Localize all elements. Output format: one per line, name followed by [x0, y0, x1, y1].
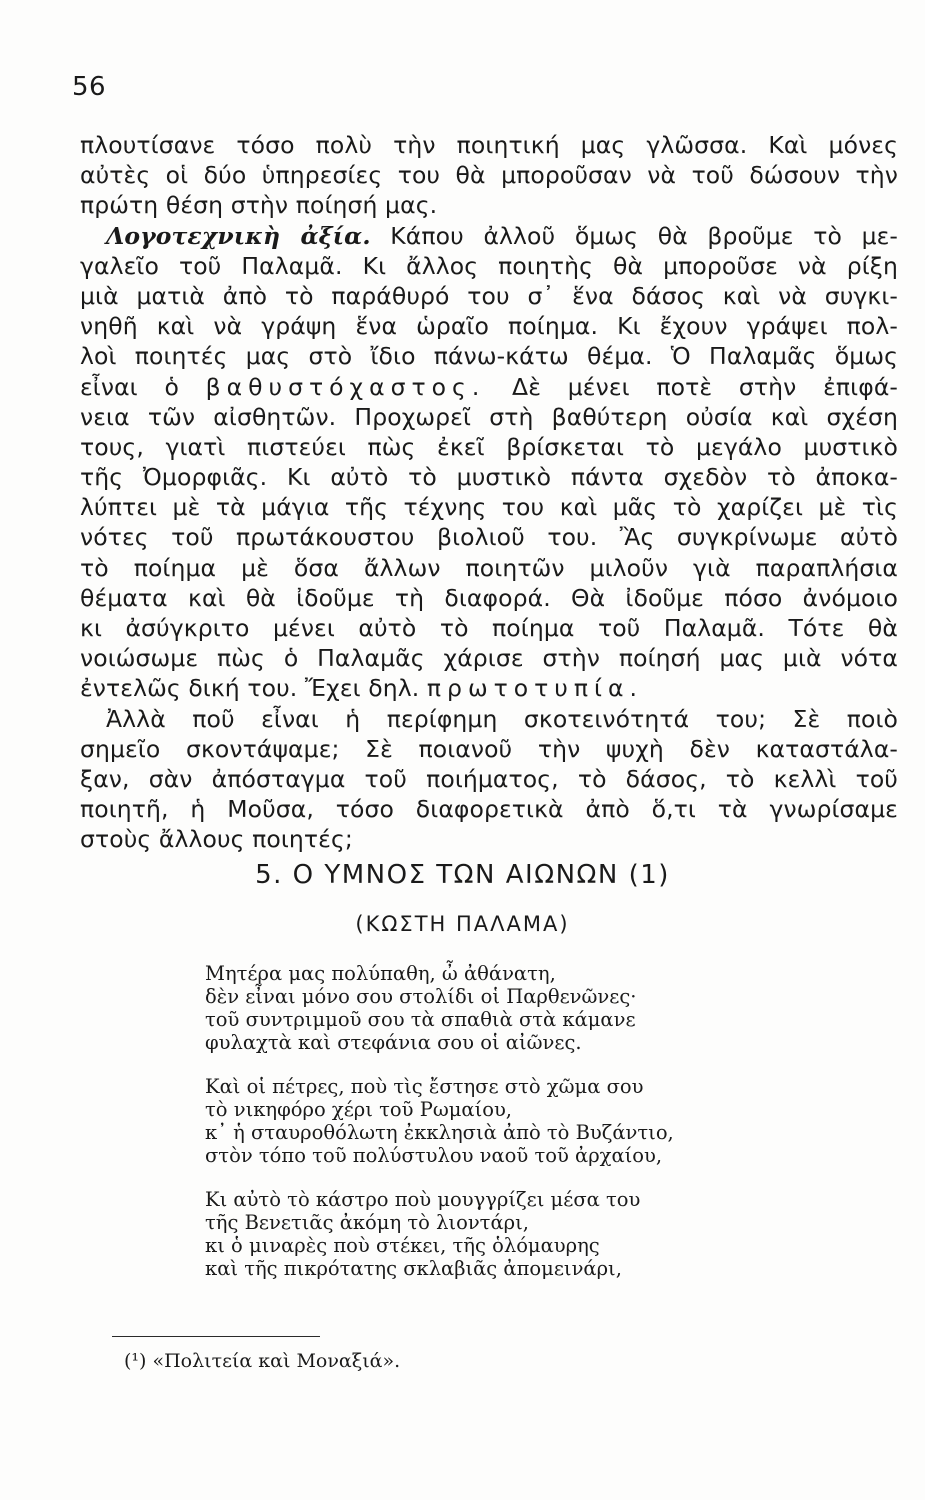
prose-line: γαλεῖο τοῦ Παλαμᾶ. Κι ἄλλος ποιητὴς θὰ μποροῦσε νὰ ρίξη — [80, 251, 898, 280]
poem-verse: κι ὁ μιναρὲς ποὺ στέκει, τῆς ὁλόμαυρης — [205, 1234, 600, 1257]
prose-line: νηθῆ καὶ νὰ γράψη ἕνα ὡραῖο ποίημα. Κι ἔχουν γράψει πολ- — [80, 312, 898, 341]
poem-verse: καὶ τῆς πικρότατης σκλαβιᾶς ἀπομεινάρι, — [205, 1257, 622, 1280]
prose-line: τῆς Ὀμορφιᾶς. Κι αὐτὸ τὸ μυστικὸ πάντα σχεδὸν τὸ ἀποκα- — [80, 463, 898, 492]
section-title: 5. Ο ΥΜΝΟΣ ΤΩΝ ΑΙΩΝΩΝ (1) — [255, 860, 670, 890]
prose-line: κι ἀσύγκριτο μένει αὐτὸ τὸ ποίημα τοῦ Παλαμᾶ. Τότε θὰ — [80, 614, 898, 642]
poem-verse: δὲν εἶναι μόνο σου στολίδι οἱ Παρθενῶνες· — [205, 985, 637, 1008]
prose-line: νότες τοῦ πρωτάκουστου βιολιοῦ του. Ἂς συγκρίνωμε αὐτὸ — [80, 523, 898, 552]
poem-verse: Μητέρα μας πολύπαθη, ὦ ἀθάνατη, — [205, 962, 556, 985]
prose-fragment: Δὲ μένει ποτὲ στὴν ἐπιφά- — [512, 372, 898, 401]
poem-stanza — [205, 962, 674, 1054]
prose-line: λύπτει μὲ τὰ μάγια τῆς τέχνης του καὶ μᾶς τὸ χαρίζει μὲ τὶς — [80, 493, 898, 522]
section-subtitle: (ΚΩΣΤΗ ΠΑΛΑΜΑ) — [355, 912, 570, 936]
prose-line: πλουτίσανε τόσο πολὺ τὴν ποιητική μας γλῶσσα. Καὶ μόνες — [80, 131, 898, 159]
prose-line: σημεῖο σκοντάψαμε; Σὲ ποιανοῦ τὴν ψυχὴ δὲν καταστάλα- — [80, 734, 898, 763]
prose-line: θέματα καὶ θὰ ἰδοῦμε τὴ διαφορά. Θὰ ἰδοῦμε πόσο ἀνόμοιο — [80, 583, 898, 612]
poem-stanza — [205, 1075, 674, 1167]
prose-body — [80, 130, 898, 855]
page-number: 56 — [72, 72, 107, 102]
prose-line: αὐτὲς οἱ δύο ὑπηρεσίες του θὰ μποροῦσαν νὰ τοῦ δώσουν τὴν — [80, 161, 898, 190]
poem-verse: στὸν τόπο τοῦ πολύστυλου ναοῦ τοῦ ἀρχαίου, — [205, 1144, 663, 1167]
section-label-literary-value: Λογοτεχνικὴ ἀξία. — [106, 221, 371, 250]
prose-line: νοιώσωμε πὼς ὁ Παλαμᾶς χάρισε στὴν ποίησή μας μιὰ νότα — [80, 644, 898, 673]
poem-verse: τὸ νικηφόρο χέρι τοῦ Ρωμαίου, — [205, 1098, 513, 1121]
prose-line: μιὰ ματιὰ ἀπὸ τὸ παράθυρό του σ᾽ ἕνα δάσος καὶ νὰ συγκι- — [80, 281, 898, 310]
prose-fragment: Κάπου ἀλλοῦ ὅμως θὰ βροῦμε τὸ με- — [390, 221, 899, 250]
prose-line: λοὶ ποιητές μας στὸ ἴδιο πάνω-κάτω θέμα. Ὁ Παλαμᾶς ὅμως — [80, 342, 898, 371]
prose-line — [80, 372, 898, 402]
prose-line: Ἀλλὰ ποῦ εἶναι ἡ περίφημη σκοτεινότητά του; Σὲ ποιὸ — [106, 704, 898, 733]
footnote: (¹) «Πολιτεία καὶ Μοναξιά». — [124, 1350, 401, 1372]
prose-line: στοὺς ἄλλους ποιητές; — [80, 825, 353, 854]
poem-verse: τοῦ συντριμμοῦ σου τὰ σπαθιὰ στὰ κάμανε — [205, 1008, 636, 1031]
prose-line: ξαν, σὰν ἀπόσταγμα τοῦ ποιήματος, τὸ δάσος, τὸ κελλὶ τοῦ — [80, 764, 898, 793]
poem — [205, 962, 674, 1301]
emphasis-spaced-word: βαθυστόχαστος. — [205, 372, 486, 401]
prose-fragment: ἐντελῶς δική του. Ἔχει δηλ. — [80, 674, 420, 703]
poem-verse: Κι αὐτὸ τὸ κάστρο ποὺ μουγγρίζει μέσα του — [205, 1188, 641, 1211]
poem-verse: φυλαχτὰ καὶ στεφάνια σου οἱ αἰῶνες. — [205, 1031, 582, 1054]
prose-line: τὸ ποίημα μὲ ὅσα ἄλλων ποιητῶν μιλοῦν γιὰ παραπλήσια — [80, 553, 898, 582]
footnote-divider — [112, 1336, 320, 1337]
prose-line: πρώτη θέση στὴν ποίησή μας. — [80, 191, 438, 220]
prose-line: νεια τῶν αἰσθητῶν. Προχωρεῖ στὴ βαθύτερη οὐσία καὶ σχέση — [80, 402, 898, 431]
prose-line: τους, γιατὶ πιστεύει πὼς ἐκεῖ βρίσκεται τὸ μεγάλο μυστικὸ — [80, 432, 898, 461]
prose-fragment: εἶναι ὁ — [80, 372, 179, 401]
prose-line: ποιητῆ, ἡ Μοῦσα, τόσο διαφορετικὰ ἀπὸ ὅ,τι τὰ γνωρίσαμε — [80, 795, 898, 824]
poem-stanza — [205, 1188, 674, 1280]
prose-line — [80, 221, 898, 251]
prose-line — [80, 673, 898, 703]
emphasis-spaced-word: πρωτοτυπία. — [426, 674, 643, 703]
poem-verse: κ᾽ ἡ σταυροθόλωτη ἐκκλησιὰ ἀπὸ τὸ Βυζάντιο, — [205, 1121, 674, 1144]
poem-verse: τῆς Βενετιᾶς ἀκόμη τὸ λιοντάρι, — [205, 1211, 529, 1234]
poem-verse: Καὶ οἱ πέτρες, ποὺ τὶς ἔστησε στὸ χῶμα σου — [205, 1075, 644, 1098]
